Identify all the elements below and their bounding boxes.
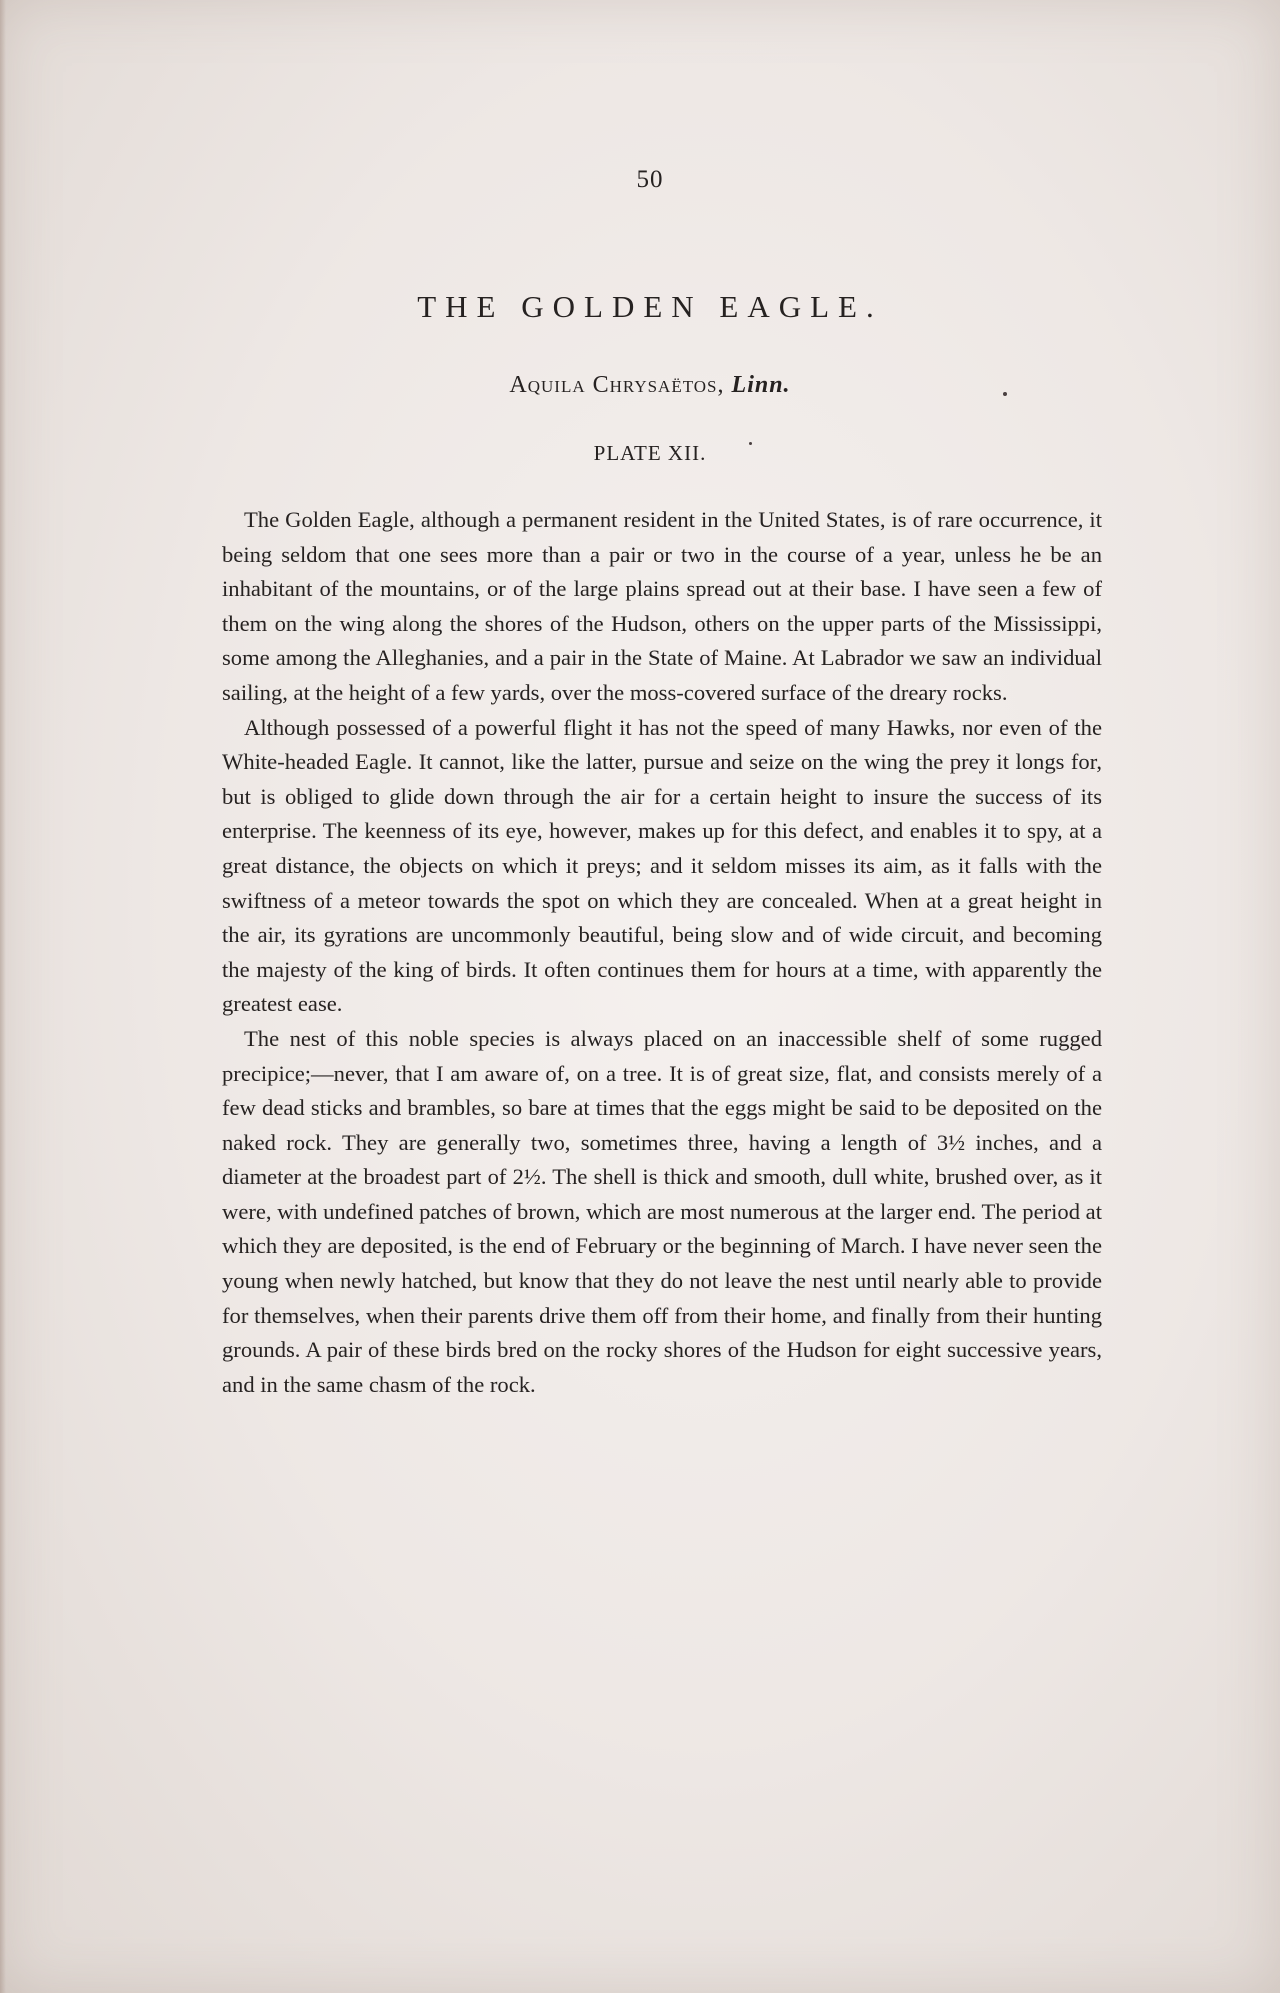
ink-speck [1003, 392, 1007, 396]
scientific-name-text: Aquila Chrysaëtos, [509, 372, 725, 398]
paragraph: The nest of this noble species is always placed on an inaccessible shelf of some rugged precipice;—never, that I am aware of, on a tree. It is of great size, flat, and consists merely of a few dead sticks and brambles, so bare at times that the eggs might be said to be deposited on the naked rock. They are generally two, sometimes three, having a length of 3½ inches, and a diameter at the broadest part of 2½. The shell is thick and smooth, dull white, brushed over, as it were, with undefined patches of brown, which are most numerous at the larger end. The period at which they are deposited, is the end of February or the beginning of March. I have never seen the young when newly hatched, but know that they do not leave the nest until nearly able to provide for themselves, when their parents drive them off from their home, and finally from their hunting grounds. A pair of these birds bred on the rocky shores of the Hudson for eight successive years, and in the same chasm of the rock. [222, 1025, 1102, 1397]
scientific-name [0, 372, 1280, 399]
body-text [222, 503, 1102, 1402]
scientific-name-authority: Linn. [731, 372, 791, 398]
chapter-title: THE GOLDEN EAGLE. [417, 289, 883, 324]
ink-speck [749, 442, 752, 445]
paragraph: The Golden Eagle, although a permanent resident in the United States, is of rare occurrence, it being seldom that one sees more than a pair or two in the course of a year, unless he be an inhabitant of the mountains, or of the large plains spread out at their base. I have seen a few of them on the wing along the shores of the Hudson, others on the upper parts of the Mississippi, some among the Alleghanies, and a pair in the State of Maine. At Labrador we saw an individual sailing, at the height of a few yards, over the moss-covered surface of the dreary rocks. [222, 507, 1102, 705]
plate-reference: PLATE XII. [593, 441, 707, 465]
paragraph: Although possessed of a powerful flight it has not the speed of many Hawks, nor even of the White-headed Eagle. It cannot, like the latter, pursue and seize on the wing the prey it longs for, but is obliged to glide down through the air for a certain height to insure the success of its enterprise. The keenness of its eye, however, makes up for this defect, and enables it to spy, at a great distance, the objects on which it preys; and it seldom misses its aim, as it falls with the swiftness of a meteor towards the spot on which they are concealed. When at a great height in the air, its gyrations are uncommonly beautiful, being slow and of wide circuit, and becoming the majesty of the king of birds. It often continues them for hours at a time, with apparently the greatest ease. [222, 714, 1102, 1017]
page-number: 50 [636, 166, 664, 193]
